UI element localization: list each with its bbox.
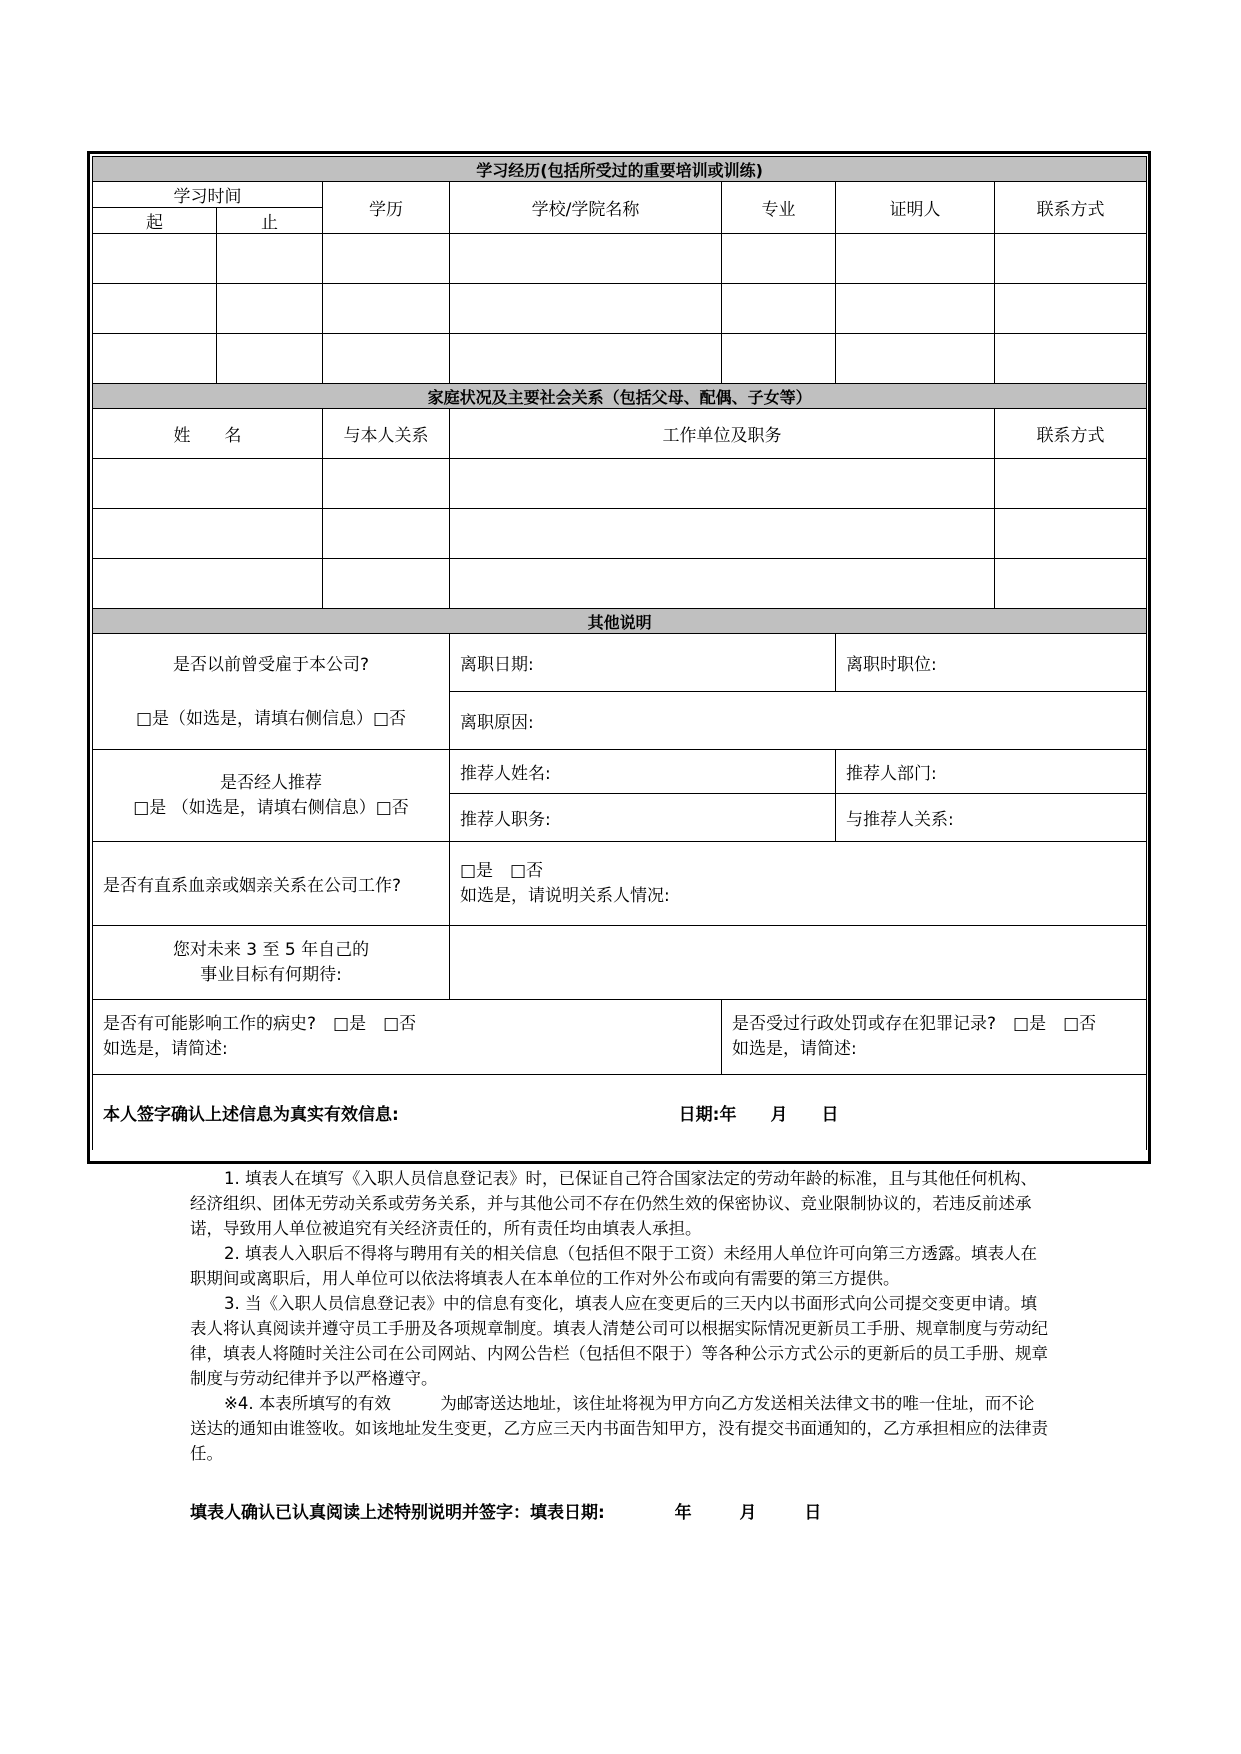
signature-label: 本人签字确认上述信息为真实有效信息: [103, 1104, 399, 1125]
prev-employed-question[interactable] [93, 634, 450, 750]
career-goals-line1: 您对未来 3 至 5 年自己的 [172, 939, 370, 960]
edu-reference-cell[interactable] [836, 234, 995, 284]
edu-major-cell[interactable] [722, 284, 836, 334]
signature-row[interactable] [93, 1075, 1147, 1150]
edu-major-cell[interactable] [722, 334, 836, 384]
header-contact: 联系方式 [995, 182, 1147, 234]
education-row [93, 334, 1147, 384]
referral-options[interactable]: □是 （如选是，请填右侧信息）□否 [133, 797, 409, 818]
signature-date: 日期:年 月 日 [678, 1104, 839, 1125]
family-employer-cell[interactable] [450, 509, 995, 559]
career-goals-answer[interactable] [450, 926, 1147, 1000]
edu-major-cell[interactable] [722, 234, 836, 284]
header-major: 专业 [722, 182, 836, 234]
edu-contact-cell[interactable] [995, 334, 1147, 384]
family-relation-cell[interactable] [323, 509, 450, 559]
header-reference: 证明人 [836, 182, 995, 234]
header-family-name: 姓 名 [93, 409, 323, 459]
edu-school-cell[interactable] [450, 284, 722, 334]
referral-question[interactable] [93, 750, 450, 842]
edu-degree-cell[interactable] [323, 284, 450, 334]
registration-form-table [92, 156, 1147, 1150]
referral-question-text: 是否经人推荐 [220, 772, 322, 793]
leave-position-field[interactable]: 离职时职位: [836, 634, 1147, 692]
family-relation-cell[interactable] [323, 459, 450, 509]
criminal-detail: 如选是，请简述: [732, 1039, 857, 1059]
referrer-relation-field[interactable]: 与推荐人关系: [836, 794, 1147, 842]
illness-detail: 如选是，请简述: [103, 1039, 228, 1059]
special-notes [190, 1166, 1050, 1466]
edu-from-cell[interactable] [93, 334, 217, 384]
section-family-title: 家庭状况及主要社会关系（包括父母、配偶、子女等） [93, 384, 1147, 409]
career-goals-line2: 事业目标有何期待: [200, 964, 342, 985]
relatives-question: 是否有直系血亲或姻亲关系在公司工作? [93, 842, 450, 926]
family-contact-cell[interactable] [995, 459, 1147, 509]
edu-to-cell[interactable] [217, 234, 323, 284]
leave-date-field[interactable]: 离职日期: [450, 634, 836, 692]
leave-reason-field[interactable]: 离职原因: [450, 692, 1147, 750]
section-education-title: 学习经历(包括所受过的重要培训或训练) [93, 157, 1147, 182]
criminal-question-text[interactable]: 是否受过行政处罚或存在犯罪记录? □是 □否 [732, 1014, 1097, 1034]
referrer-title-field[interactable]: 推荐人职务: [450, 794, 836, 842]
family-row [93, 559, 1147, 609]
family-relation-cell[interactable] [323, 559, 450, 609]
confirm-month: 月 [739, 1503, 757, 1523]
confirm-label: 填表人确认已认真阅读上述特别说明并签字：填表日期: [190, 1503, 605, 1523]
family-name-cell[interactable] [93, 559, 323, 609]
education-row [93, 284, 1147, 334]
illness-question[interactable] [93, 1000, 722, 1075]
note-2: 2. 填表人入职后不得将与聘用有关的相关信息（包括但不限于工资）未经用人单位许可向第三方透露。填表人在职期间或离职后，用人单位可以依法将填表人在本单位的工作对外公布或向有需要的第三方提供。 [190, 1244, 1037, 1288]
note-3: 3. 当《入职人员信息登记表》中的信息有变化，填表人应在变更后的三天内以书面形式向公司提交变更申请。填表人将认真阅读并遵守员工手册及各项规章制度。填表人清楚公司可以根据实际情况更新员工手册、规章制度与劳动纪律，填表人将随时关注公司在公司网站、内网公告栏（包括但不限于）等各种公示方式公示的更新后的员工手册、规章制度与劳动纪律并予以严格遵守。 [190, 1294, 1048, 1388]
edu-to-cell[interactable] [217, 334, 323, 384]
edu-reference-cell[interactable] [836, 284, 995, 334]
family-employer-cell[interactable] [450, 559, 995, 609]
section-other-title: 其他说明 [93, 609, 1147, 634]
education-row [93, 234, 1147, 284]
edu-school-cell[interactable] [450, 334, 722, 384]
prev-employed-question-text: 是否以前曾受雇于本公司? [172, 654, 370, 675]
illness-question-text[interactable]: 是否有可能影响工作的病史? □是 □否 [103, 1014, 417, 1034]
family-contact-cell[interactable] [995, 559, 1147, 609]
family-row [93, 509, 1147, 559]
family-employer-cell[interactable] [450, 459, 995, 509]
career-goals-question [93, 926, 450, 1000]
edu-degree-cell[interactable] [323, 334, 450, 384]
family-name-cell[interactable] [93, 459, 323, 509]
header-family-employer: 工作单位及职务 [450, 409, 995, 459]
header-family-relation: 与本人关系 [323, 409, 450, 459]
confirm-line [190, 1498, 821, 1523]
header-to: 止 [217, 208, 323, 234]
note-4: ※4. 本表所填写的有效 为邮寄送达地址，该住址将视为甲方向乙方发送相关法律文书的唯一住址，而不论送达的通知由谁签收。如该地址发生变更，乙方应三天内书面告知甲方，没有提交书面通知的，乙方承担相应的法律责任。 [190, 1394, 1048, 1463]
family-name-cell[interactable] [93, 509, 323, 559]
relatives-detail: 如选是，请说明关系人情况: [460, 885, 670, 906]
confirm-year: 年 [674, 1503, 692, 1523]
note-1: 1. 填表人在填写《入职人员信息登记表》时，已保证自己符合国家法定的劳动年龄的标准，且与其他任何机构、经济组织、团体无劳动关系或劳务关系，并与其他公司不存在仍然生效的保密协议、竞业限制协议的，若违反前述承诺，导致用人单位被追究有关经济责任的，所有责任均由填表人承担。 [190, 1169, 1037, 1238]
family-row [93, 459, 1147, 509]
relatives-answer[interactable] [450, 842, 1147, 926]
prev-employed-options[interactable]: □是（如选是，请填右侧信息）□否 [135, 708, 407, 729]
edu-contact-cell[interactable] [995, 284, 1147, 334]
confirm-day: 日 [804, 1503, 822, 1523]
header-family-contact: 联系方式 [995, 409, 1147, 459]
header-school: 学校/学院名称 [450, 182, 722, 234]
header-from: 起 [93, 208, 217, 234]
edu-reference-cell[interactable] [836, 334, 995, 384]
header-degree: 学历 [323, 182, 450, 234]
referrer-dept-field[interactable]: 推荐人部门: [836, 750, 1147, 794]
edu-to-cell[interactable] [217, 284, 323, 334]
edu-degree-cell[interactable] [323, 234, 450, 284]
criminal-question[interactable] [722, 1000, 1147, 1075]
edu-contact-cell[interactable] [995, 234, 1147, 284]
edu-from-cell[interactable] [93, 284, 217, 334]
edu-school-cell[interactable] [450, 234, 722, 284]
referrer-name-field[interactable]: 推荐人姓名: [450, 750, 836, 794]
family-contact-cell[interactable] [995, 509, 1147, 559]
edu-from-cell[interactable] [93, 234, 217, 284]
header-study-time: 学习时间 [93, 182, 323, 208]
relatives-options[interactable]: □是 □否 [460, 860, 544, 881]
